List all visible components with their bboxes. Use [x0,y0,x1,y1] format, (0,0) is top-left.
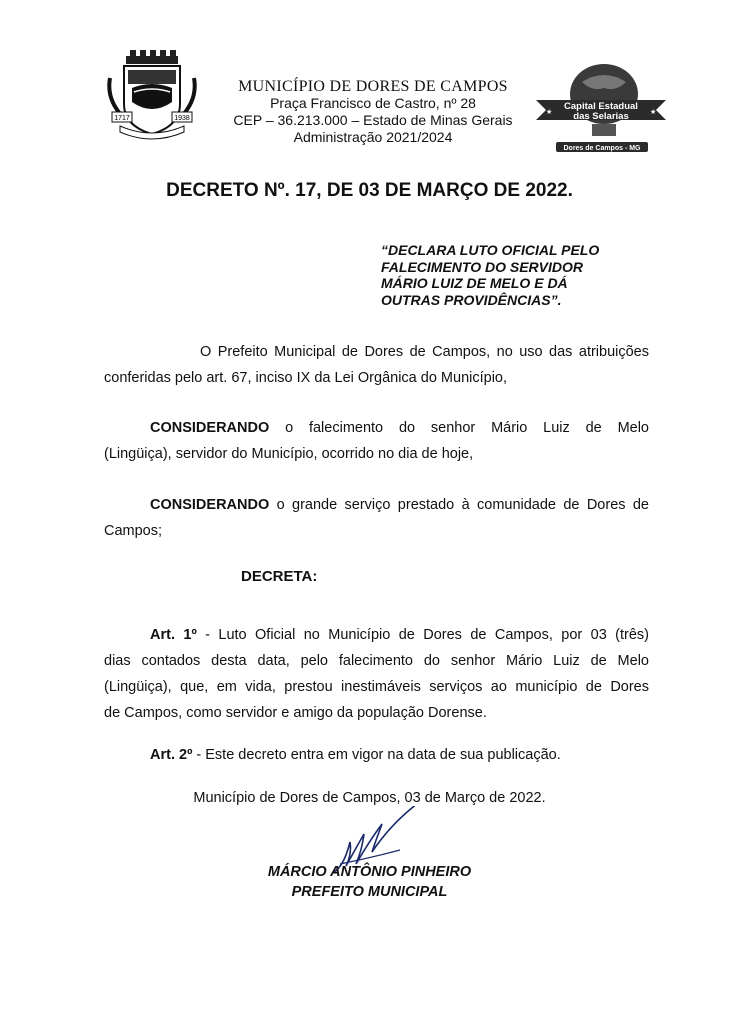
coat-year-left: 1717 [114,115,130,122]
article-1 [104,622,649,726]
coat-of-arms-emblem [104,48,200,140]
letterhead [228,78,518,146]
considerando-label: CONSIDERANDO [150,420,270,436]
summary-line: OUTRAS PROVIDÊNCIAS”. [381,291,562,308]
coat-year-right: 1938 [174,115,190,122]
capital-selarias-emblem [532,60,670,158]
paragraph-line: Campos; [104,523,163,539]
address-line-2: CEP – 36.213.000 – Estado de Minas Gerais [233,112,513,128]
paragraph-text: o grande serviço prestado à comunidade de Dores de [269,497,649,513]
considerando-paragraph-1 [104,415,649,467]
municipality-name: MUNICÍPIO DE DORES DE CAMPOS [238,78,508,95]
paragraph-line: dias contados desta data, pelo falecimento do senhor Mário Luiz de Melo [104,653,649,669]
paragraph-text: - Este decreto entra em vigor na data de sua publicação. [192,747,561,763]
article-1-label: Art. 1º [150,627,197,643]
signature-block [0,862,739,902]
signer-role: PREFEITO MUNICIPAL [291,884,448,900]
paragraph-line: O Prefeito Municipal de Dores de Campos, no uso das atribuições [200,344,649,360]
article-2 [104,742,649,768]
signer-name: MÁRCIO ANTÔNIO PINHEIRO [267,864,472,880]
summary-line: MÁRIO LUIZ DE MELO E DÁ [381,275,568,291]
administration-period: Administração 2021/2024 [293,129,453,145]
paragraph-text: - Luto Oficial no Município de Dores de Campos, por 03 (três) [196,627,649,643]
badge-line-1: Capital Estadual [564,101,638,112]
svg-text:★: ★ [546,108,553,116]
article-2-label: Art. 2º [150,747,193,763]
svg-text:★: ★ [650,108,657,116]
place-and-date: Município de Dores de Campos, 03 de Março de 2022. [193,790,546,806]
badge-line-2: das Selarias [573,111,629,122]
summary-line: FALECIMENTO DO SERVIDOR [381,258,583,275]
paragraph-line: de Campos, como servidor e amigo da população Dorense. [104,705,487,721]
decree-summary [381,242,651,308]
paragraph-line: (Lingüiça), que, em vida, prestou inestimáveis serviços ao município de Dores [104,679,649,695]
considerando-paragraph-2 [104,492,649,544]
decreta-heading: DECRETA: [241,568,318,585]
considerando-label: CONSIDERANDO [150,497,270,513]
paragraph-text: o falecimento do senhor Mário Luiz de Melo [269,420,649,436]
decree-title: DECRETO Nº. 17, DE 03 DE MARÇO DE 2022. [166,180,573,201]
badge-caption: Dores de Campos - MG [563,145,641,152]
address-line-1: Praça Francisco de Castro, nº 28 [270,95,476,111]
paragraph-line: (Lingüiça), servidor do Município, ocorrido no dia de hoje, [104,446,474,462]
paragraph-line: conferidas pelo art. 67, inciso IX da Lei Orgânica do Município, [104,370,508,386]
summary-line: “DECLARA LUTO OFICIAL PELO [381,242,600,258]
intro-paragraph [104,339,649,391]
